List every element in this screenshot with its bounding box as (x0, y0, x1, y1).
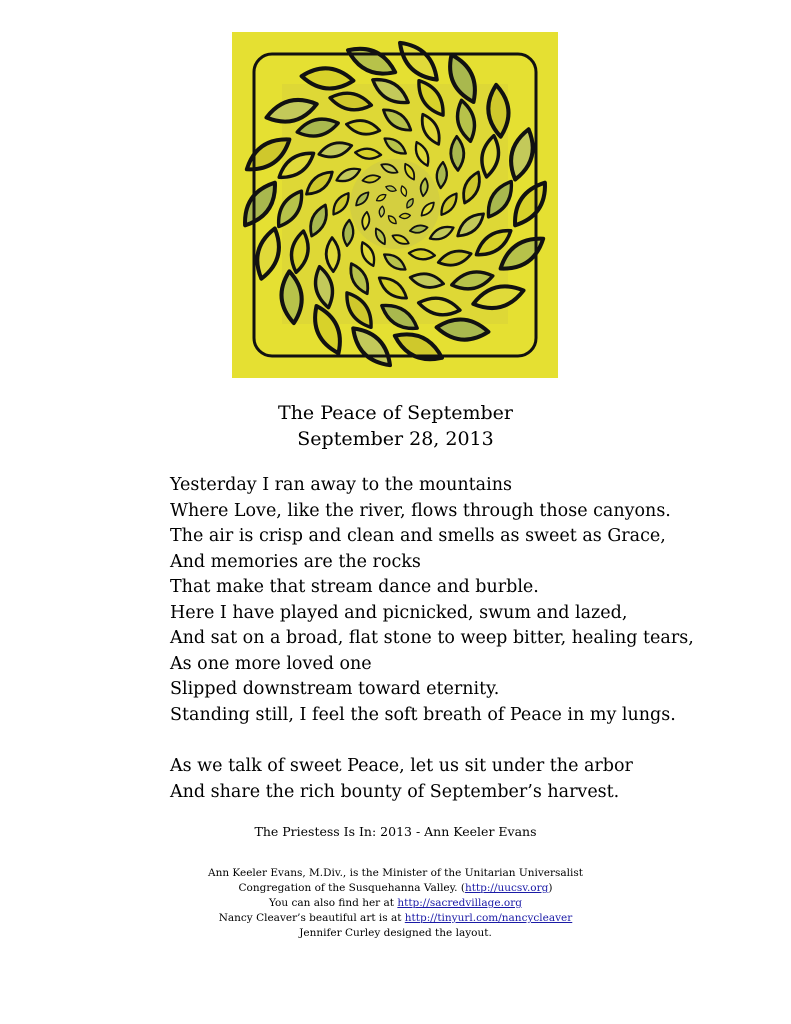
sacredvillage-link[interactable]: http://sacredvillage.org (397, 897, 522, 909)
poem-line: Here I have played and picnicked, swum and lazed, (170, 602, 628, 623)
footer-notes (0, 866, 791, 941)
nancycleaver-link[interactable]: http://tinyurl.com/nancycleaver (404, 912, 573, 924)
footer-line-5: Jennifer Curley designed the layout. (299, 927, 492, 939)
poem-line: Slipped downstream toward eternity. (170, 679, 500, 699)
poem-line: Standing still, I feel the soft breath of Peace in my lungs. (170, 704, 676, 725)
credit-line: The Priestess Is In: 2013 - Ann Keeler Evans (254, 824, 537, 839)
poem-date: September 28, 2013 (297, 428, 494, 450)
footer-line-3-prefix: You can also find her at (269, 897, 398, 909)
footer-line-3 (0, 896, 791, 911)
stanza-1 (170, 473, 770, 728)
poem-line: As one more loved one (170, 653, 372, 674)
leaf-artwork-image (232, 32, 558, 378)
footer-line-4 (0, 911, 791, 926)
poem-line: And share the rich bounty of September’s harvest. (170, 781, 620, 802)
poem-title: The Peace of September (278, 402, 513, 424)
poem-line: Yesterday I ran away to the mountains (170, 475, 512, 495)
poem-body (170, 473, 770, 805)
footer-line-2 (0, 881, 791, 896)
poem-line: That make that stream dance and burble. (170, 577, 539, 597)
footer-line-1: Ann Keeler Evans, M.Div., is the Minister of the Unitarian Universalist (207, 867, 583, 879)
poem-line: The air is crisp and clean and smells as sweet as Grace, (170, 526, 666, 546)
poem-line: And memories are the rocks (170, 551, 421, 572)
poem-line: And sat on a broad, flat stone to weep bitter, healing tears, (170, 628, 694, 648)
stanza-2 (170, 754, 770, 805)
footer-line-4-prefix: Nancy Cleaver’s beautiful art is at (218, 912, 405, 924)
poem-line: As we talk of sweet Peace, let us sit under the arbor (170, 756, 633, 776)
footer-line-2-suffix: ) (548, 882, 553, 894)
uucsv-link[interactable]: http://uucsv.org (464, 882, 549, 894)
footer-line-2-prefix: Congregation of the Susquehanna Valley. ( (238, 882, 465, 894)
abstract-leaf-artwork-icon (232, 32, 558, 378)
poem-line: Where Love, like the river, flows through those canyons. (170, 500, 671, 521)
poem-title-block (0, 400, 791, 452)
